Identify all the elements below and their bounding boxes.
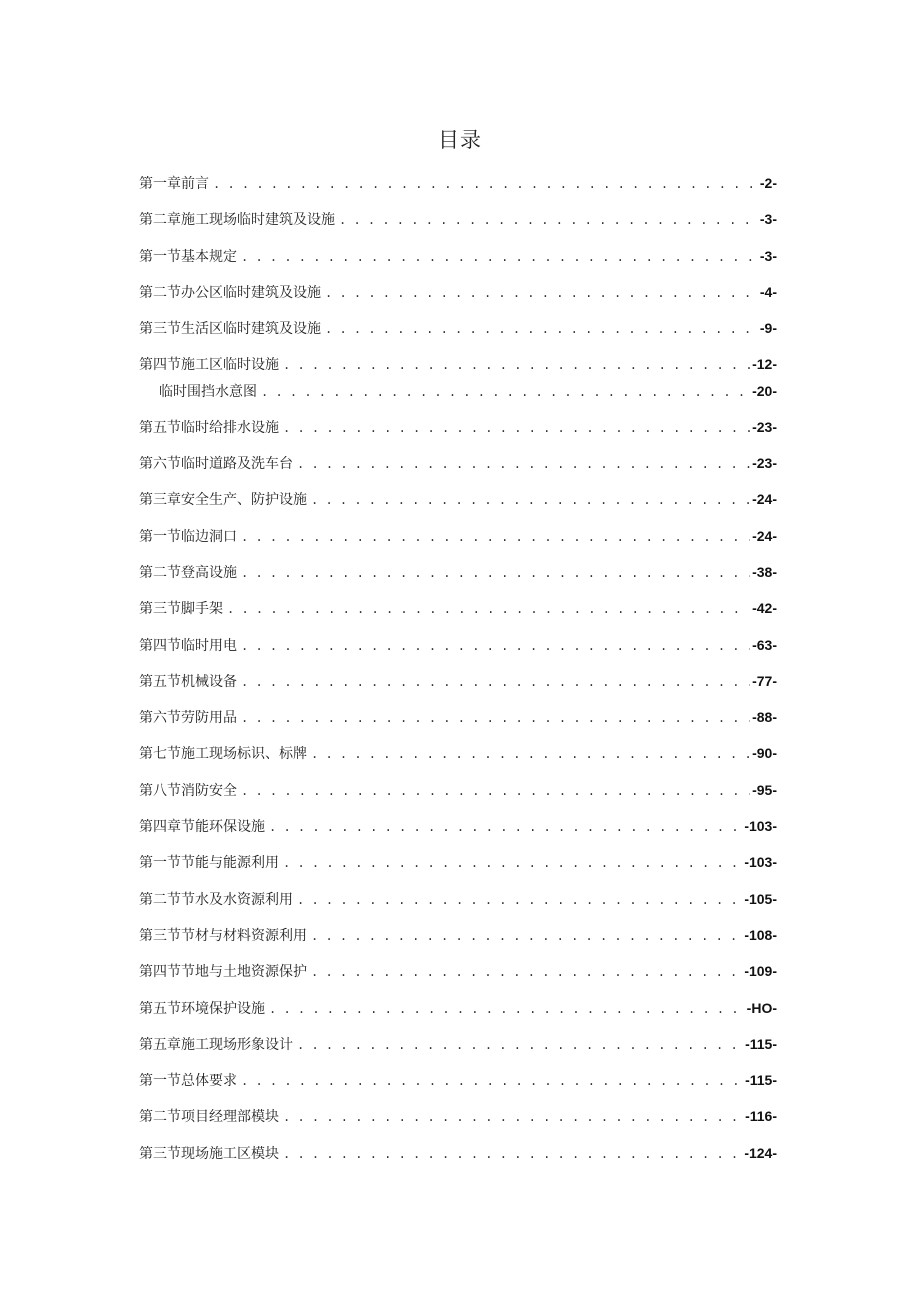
toc-entry-text: 第六节临时道路及洗车台 bbox=[139, 456, 293, 473]
toc-entry[interactable] bbox=[139, 595, 777, 631]
dot-leader bbox=[311, 959, 742, 985]
toc-entry[interactable] bbox=[139, 668, 777, 704]
toc-entry-text: 第五节环境保护设施 bbox=[139, 1000, 265, 1017]
toc-entry[interactable] bbox=[139, 206, 777, 242]
dot-leader bbox=[269, 996, 745, 1022]
toc-entry-text: 第三节脚手架 bbox=[139, 601, 223, 618]
toc-entry[interactable] bbox=[139, 704, 777, 740]
toc-entry-text: 第二节登高设施 bbox=[139, 564, 237, 581]
dot-leader bbox=[311, 741, 750, 767]
toc-entry-page-number: -9- bbox=[759, 320, 777, 337]
toc-entry-text: 第三章安全生产、防护设施 bbox=[139, 492, 307, 509]
dot-leader bbox=[325, 316, 758, 342]
toc-entry[interactable] bbox=[139, 995, 777, 1031]
dot-leader bbox=[241, 524, 750, 550]
toc-entry-text: 第四节施工区临时设施 bbox=[139, 357, 279, 374]
toc-entry[interactable] bbox=[139, 523, 777, 559]
toc-entry-text: 第三节现场施工区模块 bbox=[139, 1145, 279, 1162]
toc-entry[interactable] bbox=[139, 958, 777, 994]
toc-entry-page-number: -24- bbox=[752, 527, 777, 544]
toc-entry[interactable] bbox=[139, 813, 777, 849]
toc-entry[interactable] bbox=[139, 450, 777, 486]
toc-entry-page-number: -109- bbox=[744, 963, 777, 980]
dot-leader bbox=[339, 207, 758, 233]
dot-leader bbox=[283, 850, 742, 876]
toc-entry-page-number: -23- bbox=[752, 455, 777, 472]
dot-leader bbox=[241, 1068, 743, 1094]
toc-entry-page-number: -115- bbox=[745, 1035, 777, 1052]
toc-entry-text: 第一节基本规定 bbox=[139, 248, 237, 265]
toc-entry[interactable] bbox=[139, 378, 777, 404]
dot-leader bbox=[241, 560, 750, 586]
toc-entry[interactable] bbox=[139, 315, 777, 351]
toc-entry-text: 第四节临时用电 bbox=[139, 637, 237, 654]
toc-entry-text: 第二章施工现场临时建筑及设施 bbox=[139, 212, 335, 229]
toc-entry-page-number: -42- bbox=[752, 600, 777, 617]
toc-entry-page-number: -HO- bbox=[746, 999, 777, 1016]
toc-entry-text: 第二节节水及水资源利用 bbox=[139, 891, 293, 908]
toc-entry-text: 第七节施工现场标识、标牌 bbox=[139, 746, 307, 763]
dot-leader bbox=[283, 1141, 742, 1167]
toc-list bbox=[139, 170, 777, 1176]
dot-leader bbox=[297, 1032, 743, 1058]
toc-entry-text: 第四章节能环保设施 bbox=[139, 819, 265, 836]
toc-entry-page-number: -3- bbox=[759, 211, 777, 228]
toc-entry-page-number: -103- bbox=[744, 854, 777, 871]
toc-entry-page-number: -23- bbox=[752, 418, 777, 435]
toc-entry-text: 第五章施工现场形象设计 bbox=[139, 1036, 293, 1053]
toc-entry[interactable] bbox=[139, 632, 777, 668]
toc-entry-text: 第一节总体要求 bbox=[139, 1073, 237, 1090]
toc-entry-page-number: -108- bbox=[744, 926, 777, 943]
toc-entry-page-number: -77- bbox=[752, 672, 777, 689]
toc-entry-page-number: -63- bbox=[752, 636, 777, 653]
toc-entry-text: 第一章前言 bbox=[139, 176, 209, 192]
toc-entry-page-number: -2- bbox=[759, 175, 777, 191]
toc-entry-page-number: -4- bbox=[759, 283, 777, 300]
toc-entry-page-number: -116- bbox=[745, 1108, 777, 1125]
dot-leader bbox=[283, 415, 750, 441]
dot-leader bbox=[241, 778, 750, 804]
toc-entry[interactable] bbox=[139, 922, 777, 958]
toc-entry[interactable] bbox=[139, 777, 777, 813]
dot-leader bbox=[311, 487, 750, 513]
toc-entry[interactable] bbox=[139, 279, 777, 315]
toc-entry[interactable] bbox=[139, 1140, 777, 1176]
dot-leader bbox=[261, 379, 750, 405]
dot-leader bbox=[297, 451, 750, 477]
dot-leader bbox=[269, 814, 742, 840]
dot-leader bbox=[227, 596, 750, 622]
toc-entry[interactable] bbox=[139, 170, 777, 206]
dot-leader bbox=[241, 244, 758, 270]
toc-entry[interactable] bbox=[139, 1103, 777, 1139]
toc-entry-text: 第四节节地与土地资源保护 bbox=[139, 964, 307, 981]
toc-entry[interactable] bbox=[139, 559, 777, 595]
dot-leader bbox=[325, 280, 758, 306]
toc-entry-page-number: -90- bbox=[752, 745, 777, 762]
dot-leader bbox=[283, 352, 750, 378]
toc-entry-text: 第三节节材与材料资源利用 bbox=[139, 927, 307, 944]
toc-entry-text: 临时围挡水意图 bbox=[159, 383, 257, 400]
toc-entry-text: 第五节机械设备 bbox=[139, 673, 237, 690]
toc-entry[interactable] bbox=[139, 740, 777, 776]
toc-entry[interactable] bbox=[139, 243, 777, 279]
toc-entry-page-number: -103- bbox=[744, 818, 777, 835]
toc-entry-page-number: -124- bbox=[744, 1144, 777, 1161]
toc-entry-text: 第八节消防安全 bbox=[139, 782, 237, 799]
dot-leader bbox=[213, 171, 758, 197]
toc-entry-text: 第三节生活区临时建筑及设施 bbox=[139, 321, 321, 338]
toc-entry[interactable] bbox=[139, 414, 777, 450]
dot-leader bbox=[241, 705, 750, 731]
toc-entry-page-number: -3- bbox=[759, 247, 777, 264]
dot-leader bbox=[241, 669, 750, 695]
toc-entry-text: 第二节项目经理部模块 bbox=[139, 1109, 279, 1126]
dot-leader bbox=[311, 923, 742, 949]
toc-entry[interactable] bbox=[139, 1031, 777, 1067]
toc-entry-text: 第一节节能与能源利用 bbox=[139, 855, 279, 872]
toc-entry-text: 第二节办公区临时建筑及设施 bbox=[139, 284, 321, 301]
dot-leader bbox=[283, 1104, 743, 1130]
toc-entry-page-number: -88- bbox=[752, 709, 777, 726]
toc-entry-page-number: -105- bbox=[744, 890, 777, 907]
toc-entry-page-number: -38- bbox=[752, 563, 777, 580]
toc-entry-page-number: -12- bbox=[752, 356, 777, 373]
toc-entry-page-number: -20- bbox=[752, 382, 777, 399]
toc-entry[interactable] bbox=[139, 486, 777, 522]
toc-entry[interactable] bbox=[139, 1067, 777, 1103]
toc-entry-page-number: -95- bbox=[752, 781, 777, 798]
toc-entry[interactable] bbox=[139, 849, 777, 885]
toc-title: 目录 bbox=[438, 128, 482, 152]
toc-entry-text: 第一节临边洞口 bbox=[139, 528, 237, 545]
dot-leader bbox=[241, 633, 750, 659]
toc-entry-page-number: -115- bbox=[745, 1072, 777, 1089]
toc-entry-text: 第六节劳防用品 bbox=[139, 710, 237, 727]
toc-entry-page-number: -24- bbox=[752, 491, 777, 508]
toc-entry[interactable] bbox=[139, 886, 777, 922]
dot-leader bbox=[297, 887, 742, 913]
toc-entry-text: 第五节临时给排水设施 bbox=[139, 419, 279, 436]
